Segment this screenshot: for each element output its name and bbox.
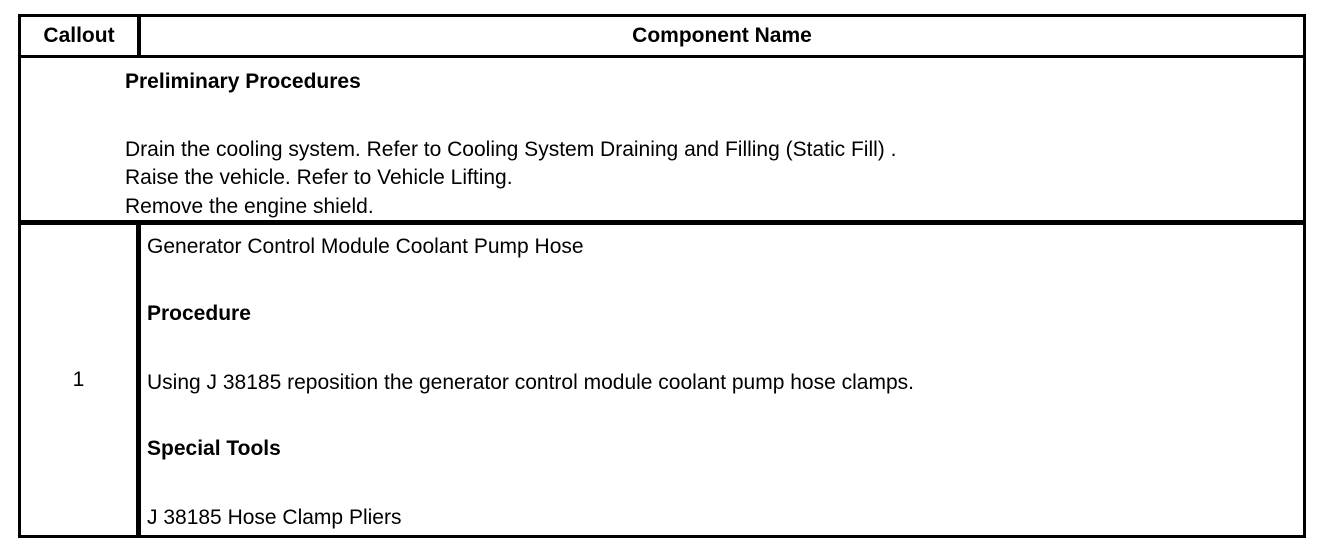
preliminary-procedures-section bbox=[21, 58, 1303, 225]
preliminary-step: Drain the cooling system. Refer to Cooling System Draining and Filling (Static Fill) . bbox=[125, 138, 897, 161]
special-tools-heading: Special Tools bbox=[147, 437, 281, 460]
preliminary-step: Remove the engine shield. bbox=[125, 195, 374, 218]
component-name-column-header: Component Name bbox=[632, 24, 812, 47]
callout-number: 1 bbox=[21, 225, 141, 535]
component-name: Generator Control Module Coolant Pump Hose bbox=[147, 235, 584, 258]
procedure-heading: Procedure bbox=[147, 302, 251, 325]
callout-column-header: Callout bbox=[21, 17, 141, 55]
table-row bbox=[21, 225, 1303, 535]
preliminary-procedures-title: Preliminary Procedures bbox=[125, 70, 361, 93]
procedure-table bbox=[18, 14, 1306, 538]
special-tools-text: J 38185 Hose Clamp Pliers bbox=[147, 506, 402, 529]
table-header-row bbox=[21, 17, 1303, 58]
preliminary-step: Raise the vehicle. Refer to Vehicle Lifting. bbox=[125, 166, 513, 189]
procedure-text: Using J 38185 reposition the generator control module coolant pump hose clamps. bbox=[147, 371, 914, 394]
